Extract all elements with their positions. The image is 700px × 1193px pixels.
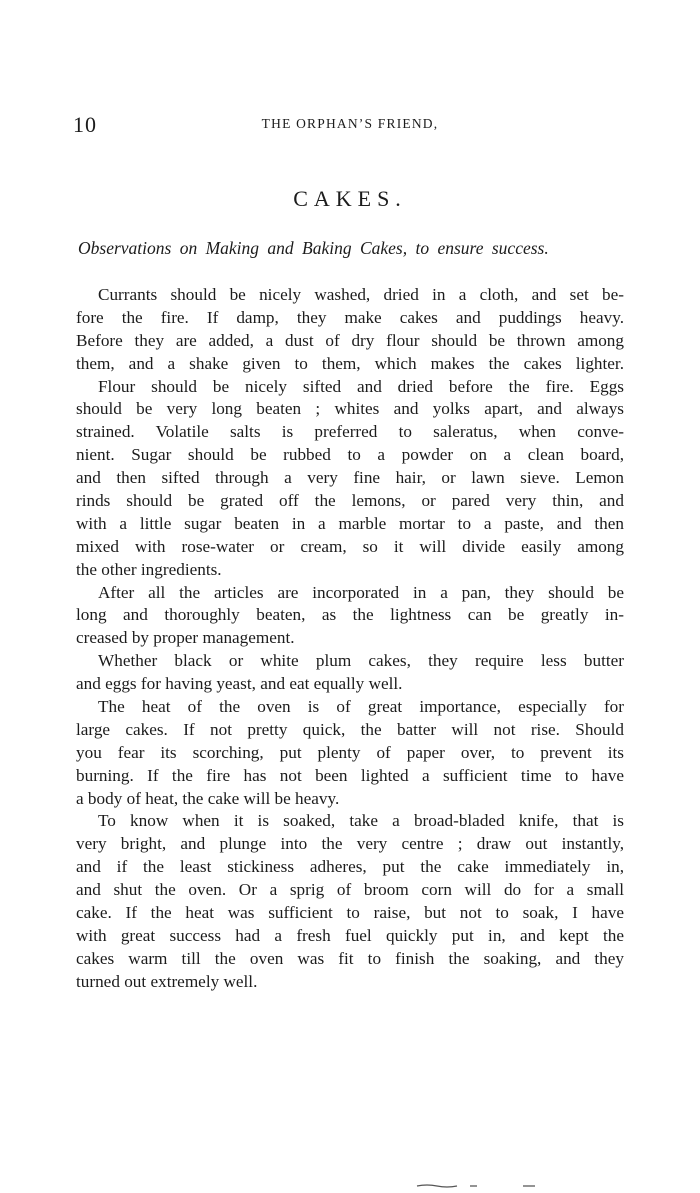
running-title: THE ORPHAN’S FRIEND, xyxy=(261,116,439,131)
text-line: them, and a shake given to them, which makes the cakes lighter. xyxy=(76,353,624,373)
text-line: the other ingredients. xyxy=(76,559,222,579)
text-line: Whether black or white plum cakes, they require less butter xyxy=(98,651,624,671)
text-line: and shut the oven. Or a sprig of broom corn will do for a small xyxy=(76,880,624,900)
text-line: mixed with rose-water or cream, so it will divide easily among xyxy=(76,536,624,556)
section-title: CAKES. xyxy=(293,186,407,211)
text-line: and then sifted through a very fine hair, or lawn sieve. Lemon xyxy=(76,468,624,488)
text-line: strained. Volatile salts is preferred to saleratus, when conve- xyxy=(76,422,624,442)
text-line: with a little sugar beaten in a marble mortar to a paste, and then xyxy=(76,513,624,533)
page-number: 10 xyxy=(73,112,97,137)
text-line: with great success had a fresh fuel quickly put in, and kept the xyxy=(76,925,624,945)
text-line: large cakes. If not pretty quick, the batter will not rise. Should xyxy=(76,719,624,739)
text-line: burning. If the fire has not been lighted a sufficient time to have xyxy=(76,765,624,785)
text-line: long and thoroughly beaten, as the lightness can be greatly in- xyxy=(76,605,624,625)
text-line: nient. Sugar should be rubbed to a powder on a clean board, xyxy=(76,445,624,465)
running-head xyxy=(0,112,700,136)
text-line: and if the least stickiness adheres, put the cake immediately in, xyxy=(76,857,624,877)
text-line: cake. If the heat was sufficient to raise, but not to soak, I have xyxy=(76,903,624,923)
text-line: should be very long beaten ; whites and yolks apart, and always xyxy=(76,399,624,419)
text-line: After all the articles are incorporated in a pan, they should be xyxy=(98,582,624,602)
text-line: To know when it is soaked, take a broad-bladed knife, that is xyxy=(98,811,624,831)
text-line: a body of heat, the cake will be heavy. xyxy=(76,788,340,808)
body-text xyxy=(76,284,624,994)
text-line: Before they are added, a dust of dry flour should be thrown among xyxy=(76,330,624,350)
text-line: The heat of the oven is of great importance, especially for xyxy=(98,697,624,717)
text-line: Currants should be nicely washed, dried in a cloth, and set be- xyxy=(98,285,624,304)
text-line: turned out extremely well. xyxy=(76,971,258,991)
section-subtitle: Observations on Making and Baking Cakes, to ensure success. xyxy=(78,238,549,258)
text-line: fore the fire. If damp, they make cakes and puddings heavy. xyxy=(76,307,624,327)
text-line: you fear its scorching, put plenty of paper over, to prevent its xyxy=(76,742,624,762)
text-line: rinds should be grated off the lemons, or pared very thin, and xyxy=(76,491,624,511)
text-line: Flour should be nicely sifted and dried before the fire. Eggs xyxy=(98,376,624,396)
text-line: very bright, and plunge into the very centre ; draw out instantly, xyxy=(76,834,624,854)
text-line: and eggs for having yeast, and eat equally well. xyxy=(76,674,403,694)
ink-smudge xyxy=(415,1184,540,1188)
text-line: cakes warm till the oven was fit to finish the soaking, and they xyxy=(76,948,624,968)
text-line: creased by proper management. xyxy=(76,628,295,648)
